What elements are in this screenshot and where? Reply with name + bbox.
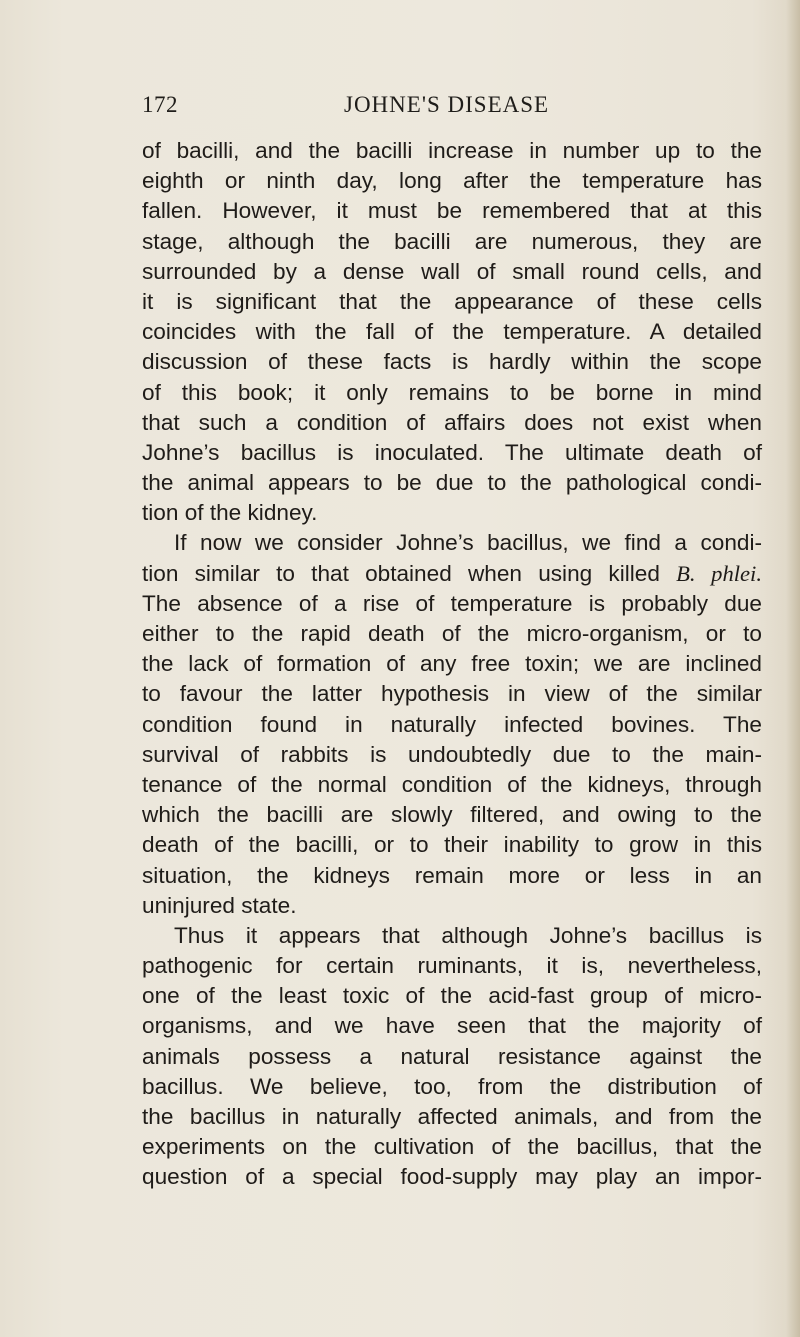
text-line: discussion of these facts is hardly within the scope	[142, 349, 762, 375]
text-line: organisms, and we have seen that the majority of	[142, 1013, 762, 1039]
text-line: the animal appears to be due to the pathological condi-	[142, 470, 762, 496]
text-line: Thus it appears that although Johne’s bacillus is	[174, 922, 762, 948]
running-head: JOHNE'S DISEASE	[344, 92, 550, 117]
text-segment: tion similar to that obtained when using killed	[142, 560, 660, 586]
text-line: the bacillus in naturally affected animals, and from the	[142, 1104, 762, 1129]
text-line: If now we consider Johne’s bacillus, we find a condi-	[174, 530, 762, 556]
text-line: pathogenic for certain ruminants, it is, nevertheless,	[142, 953, 762, 979]
body-text	[142, 136, 762, 1193]
page-header	[142, 92, 762, 122]
text-line: one of the least toxic of the acid-fast group of micro-	[142, 983, 762, 1009]
text-line: fallen. However, it must be remembered that at this	[142, 198, 762, 224]
text-line: either to the rapid death of the micro-organism, or to	[142, 621, 762, 646]
text-line: tenance of the normal condition of the kidneys, through	[142, 771, 762, 797]
text-line: survival of rabbits is undoubtedly due to the main-	[142, 741, 762, 767]
text-line: eighth or ninth day, long after the temperature has	[142, 168, 762, 194]
text-line: to favour the latter hypothesis in view of the similar	[142, 681, 762, 707]
text-line: uninjured state.	[142, 892, 297, 918]
text-line-with-italic	[142, 559, 762, 589]
text-line: bacillus. We believe, too, from the distribution of	[142, 1073, 762, 1099]
page-number: 172	[142, 92, 178, 117]
text-line: that such a condition of affairs does not exist when	[142, 409, 762, 435]
text-line: situation, the kidneys remain more or less in an	[142, 862, 762, 888]
text-line: the lack of formation of any free toxin; we are inclined	[142, 651, 762, 677]
page-edge-shadow	[786, 0, 800, 1337]
text-line: death of the bacilli, or to their inability to grow in this	[142, 832, 762, 858]
text-line: Johne’s bacillus is inoculated. The ultimate death of	[142, 439, 762, 465]
text-line: tion of the kidney.	[142, 500, 318, 526]
text-line: surrounded by a dense wall of small round cells, and	[142, 258, 762, 284]
text-line: question of a special food-supply may play an impor-	[142, 1164, 762, 1190]
text-line: The absence of a rise of temperature is probably due	[142, 590, 762, 616]
text-line: which the bacilli are slowly filtered, and owing to the	[142, 802, 762, 828]
text-line: stage, although the bacilli are numerous, they are	[142, 228, 762, 254]
text-line: experiments on the cultivation of the bacillus, that the	[142, 1134, 762, 1160]
text-line: condition found in naturally infected bovines. The	[142, 711, 762, 737]
text-line: coincides with the fall of the temperature. A detailed	[142, 319, 762, 345]
text-line: of bacilli, and the bacilli increase in number up to the	[142, 138, 762, 163]
italic-species-name: B. phlei.	[676, 560, 762, 586]
text-line: animals possess a natural resistance against the	[142, 1043, 762, 1069]
text-line: of this book; it only remains to be borne in mind	[142, 379, 762, 405]
text-line: it is significant that the appearance of these cells	[142, 288, 762, 314]
